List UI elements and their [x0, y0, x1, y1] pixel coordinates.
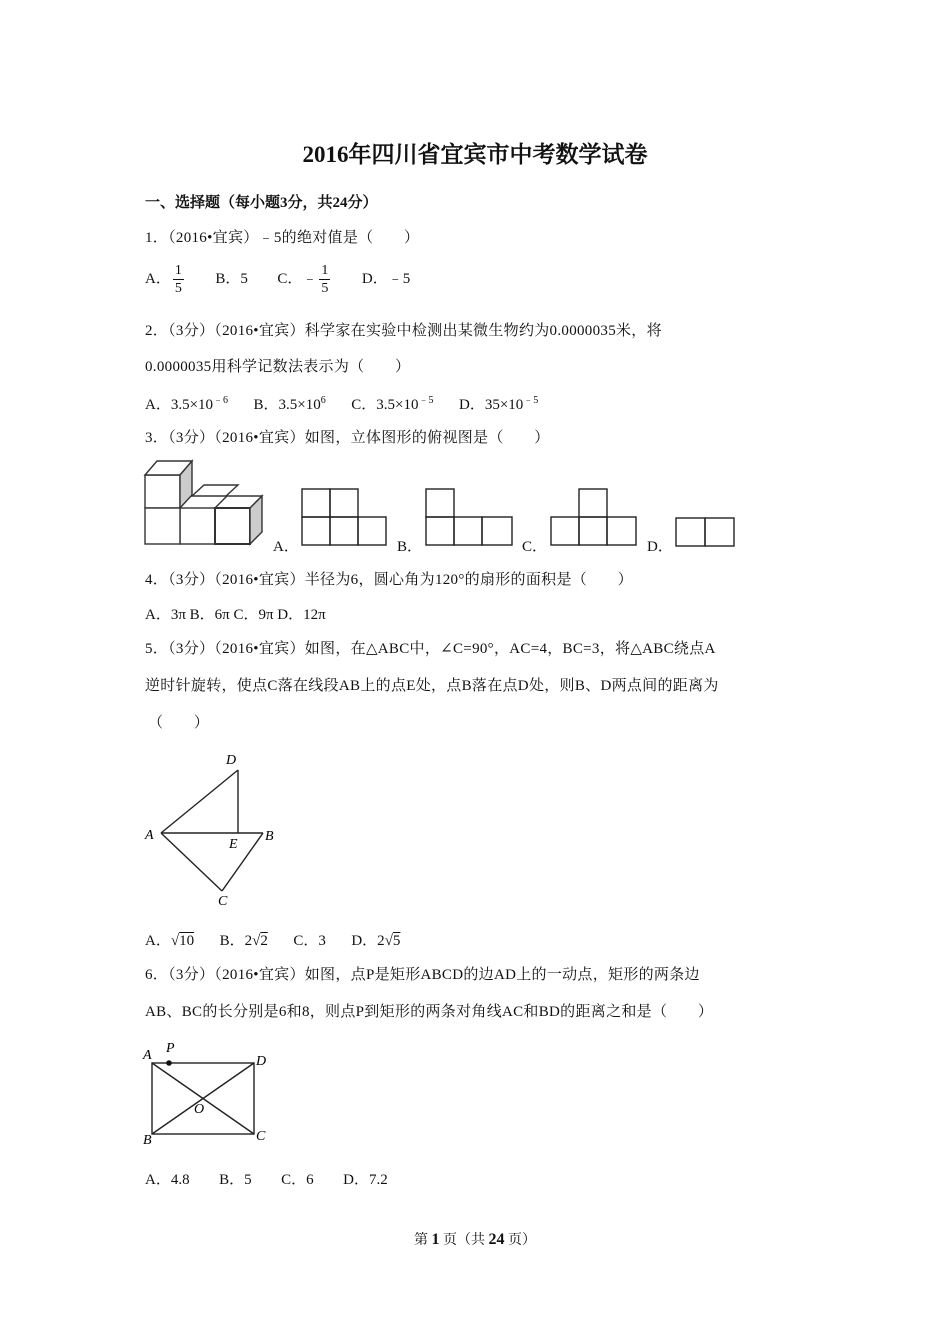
option-a-fraction: $\frac{1}{5}$: [174, 263, 182, 296]
option-b: B．5: [219, 1172, 252, 1188]
label-c: C: [218, 894, 228, 909]
option-d-view: [673, 516, 737, 548]
page-footer: [0, 1229, 950, 1249]
option-c-label: C．﹣: [277, 270, 318, 287]
option-d-label: D．: [647, 539, 673, 555]
footer-prefix: 第: [414, 1233, 428, 1248]
question-5-stem-line2: 逆时针旋转，使点C落在线段AB上的点E处，点B落在点D处，则B、D两点间的距离为: [145, 678, 719, 694]
option-d: D．﹣5: [361, 270, 411, 287]
label-b: B: [265, 829, 274, 844]
option-c-fraction: $\frac{1}{5}$: [321, 263, 329, 296]
option-d-exponent: ﹣5: [523, 395, 539, 406]
option-c: C．6: [281, 1172, 314, 1188]
option-d: D．7.2: [343, 1172, 388, 1188]
question-6-stem-line2: AB、BC的长分别是6和8，则点P到矩形的两条对角线AC和BD的距离之和是（ ）: [145, 1004, 714, 1020]
option-a-exponent: ﹣6: [213, 395, 229, 406]
option-a-label: A．: [273, 539, 299, 555]
option-a: A．4.8: [145, 1172, 190, 1188]
question-2-stem-line1: 2．（3分）（2016•宜宾）科学家在实验中检测出某微生物约为0.0000035米，将: [145, 323, 662, 339]
label-p: P: [166, 1041, 175, 1056]
question-5-options: [145, 929, 400, 950]
option-d: D．35×10: [458, 397, 524, 413]
option-a-label: A．: [145, 270, 171, 287]
label-a: A: [145, 828, 154, 843]
option-a-label: A．: [145, 933, 171, 949]
question-4-stem: 4．（3分）（2016•宜宾）半径为6，圆心角为120°的扇形的面积是（ ）: [145, 572, 633, 588]
option-d-label: D．2: [351, 933, 385, 949]
label-c: C: [256, 1129, 266, 1144]
question-2-options: [145, 391, 538, 414]
option-c-label: C．: [522, 539, 548, 555]
option-b-label: B．: [397, 539, 423, 555]
option-a-view: [300, 488, 390, 548]
option-b: B．5: [215, 270, 248, 287]
footer-total-pages: 24: [488, 1231, 505, 1248]
sqrt-symbol: √: [252, 933, 261, 949]
option-b-view: [424, 488, 516, 548]
label-d: D: [256, 1054, 267, 1069]
question-5-stem-line1: 5．（3分）（2016•宜宾）如图，在△ABC中，∠C=90°，AC=4，BC=3，将△ABC绕点A: [145, 641, 716, 657]
option-b-radicand: 2: [260, 933, 268, 949]
option-b-exponent: 6: [320, 395, 326, 406]
option-c: C．3: [293, 933, 326, 949]
question-5-stem-line3: （ ）: [148, 715, 210, 731]
question-6-stem-line1: 6．（3分）（2016•宜宾）如图，点P是矩形ABCD的边AD上的一动点，矩形的两条边: [145, 967, 700, 983]
option-a-radicand: 10: [179, 933, 195, 949]
sqrt-symbol: √: [170, 933, 180, 949]
footer-middle: 页（共: [443, 1233, 485, 1248]
point-p: [166, 1060, 172, 1066]
option-b-label: B．2: [219, 933, 253, 949]
question-4-options: A．3π B．6π C．9π D．12π: [145, 607, 326, 623]
question-6-options: [145, 1168, 388, 1189]
option-b: B．3.5×10: [253, 397, 321, 413]
question-3-stem: 3．（3分）（2016•宜宾）如图，立体图形的俯视图是（ ）: [145, 430, 550, 446]
footer-suffix: 页）: [508, 1233, 536, 1248]
option-a: A．3.5×10: [145, 397, 214, 413]
question-1-options: [145, 262, 410, 297]
sqrt-symbol: √: [384, 933, 393, 949]
triangle-rotation-figure: [140, 748, 290, 913]
label-d: D: [226, 753, 237, 768]
option-c-view: [548, 488, 640, 548]
cube-stack-figure: [140, 455, 270, 550]
label-e: E: [229, 837, 238, 852]
label-b: B: [143, 1133, 152, 1148]
option-c-exponent: ﹣5: [418, 395, 434, 406]
question-2-stem-line2: 0.0000035用科学记数法表示为（ ）: [145, 359, 411, 375]
rectangle-diagonals-figure: [140, 1037, 280, 1152]
option-d-radicand: 5: [392, 933, 401, 949]
label-o: O: [194, 1102, 205, 1117]
option-c: C．3.5×10: [351, 397, 419, 413]
label-a: A: [143, 1048, 152, 1063]
page-title: 2016年四川省宜宾市中考数学试卷: [302, 142, 648, 167]
section-heading: 一、选择题（每小题3分，共24分）: [145, 195, 378, 211]
footer-page-number: 1: [431, 1231, 440, 1248]
question-1-stem: 1．（2016•宜宾）﹣5的绝对值是（ ）: [145, 230, 420, 246]
